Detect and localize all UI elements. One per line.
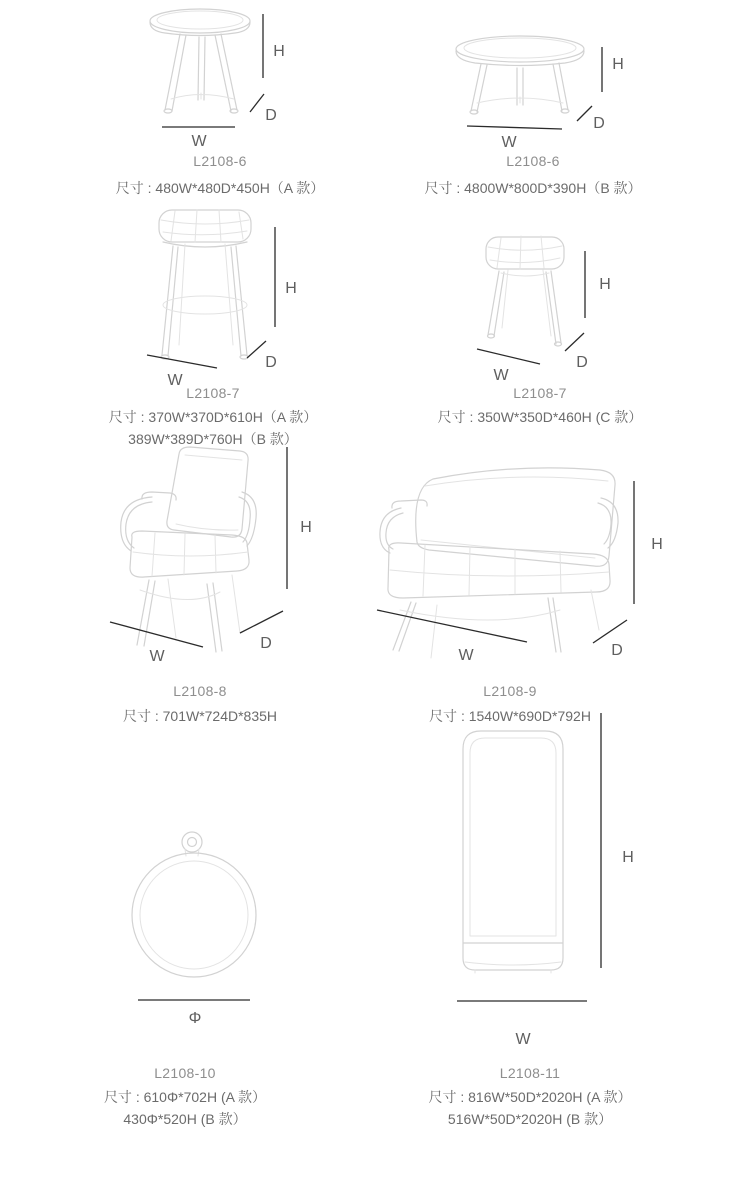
product-panel-loveseat: [380, 440, 663, 730]
product-size-line: 尺寸 : 370W*370D*610H（A 款）: [108, 409, 318, 425]
product-code: L2108-10: [154, 1065, 216, 1081]
height-dim-label: H: [651, 536, 663, 553]
product-code: L2108-7: [186, 385, 240, 401]
product-panel-standing-mirror: [400, 700, 660, 1135]
product-code: L2108-11: [499, 1065, 561, 1081]
product-code: L2108-6: [193, 153, 247, 169]
width-dim-line: [110, 622, 203, 647]
product-size-line: 尺寸 : 1540W*690D*792H: [429, 708, 591, 724]
depth-dim-line: [565, 333, 584, 351]
armchair-sketch: [100, 440, 315, 665]
product-size-line: 尺寸 : 480W*480D*450H（A 款）: [115, 180, 325, 196]
width-dim-label: W: [167, 372, 183, 389]
coffee-table-sketch: [425, 5, 655, 155]
product-panel-low-stool: [415, 200, 665, 450]
product-panel-round-mirror: [60, 815, 310, 1135]
depth-dim-line: [250, 94, 264, 112]
low-stool-sketch: [455, 215, 625, 384]
product-size-line: 尺寸 : 610Φ*702H (A 款）: [103, 1089, 267, 1105]
depth-dim-label: D: [260, 635, 272, 652]
depth-dim-label: D: [593, 115, 605, 132]
diameter-dim-label: Φ: [188, 1010, 202, 1027]
height-dim-label: H: [285, 280, 297, 297]
bar-stool-sketch: [135, 205, 315, 390]
product-size-line: 尺寸 : 350W*350D*460H (C 款）: [437, 409, 643, 425]
loveseat-sketch: [365, 440, 670, 670]
width-dim-label: W: [191, 133, 207, 150]
width-dim-label: W: [458, 647, 474, 664]
width-dim-label: W: [493, 367, 509, 384]
height-dim-label: H: [599, 276, 611, 293]
product-panel-armchair: [75, 440, 325, 730]
height-dim-label: H: [612, 56, 624, 73]
depth-dim-label: D: [576, 354, 588, 371]
depth-dim-line: [577, 106, 592, 121]
standing-mirror-sketch: [445, 700, 645, 1050]
width-dim-label: W: [515, 1031, 531, 1048]
product-code: L2108-7: [513, 385, 567, 401]
product-size-line: 尺寸 : 701W*724D*835H: [122, 708, 278, 724]
height-dim-label: H: [273, 43, 285, 60]
width-dim-line: [377, 610, 527, 642]
depth-dim-label: D: [265, 354, 277, 371]
width-dim-line: [147, 355, 217, 368]
product-size-line: 430Φ*520H (B 款）: [123, 1111, 247, 1127]
width-dim-line: [467, 126, 562, 129]
product-code: L2108-8: [173, 683, 227, 699]
height-dim-label: H: [300, 519, 312, 536]
depth-dim-line: [240, 611, 283, 633]
product-code: L2108-9: [483, 683, 537, 699]
round-mirror-sketch: [125, 815, 275, 1030]
product-size-line: 尺寸 : 4800W*800D*390H（B 款）: [424, 180, 642, 196]
depth-dim-label: D: [265, 107, 277, 124]
width-dim-label: W: [501, 134, 517, 151]
product-panel-bar-stool: [88, 200, 338, 450]
width-dim-line: [477, 349, 540, 364]
product-size-line: 389W*389D*760H（B 款）: [128, 431, 298, 447]
product-code: L2108-6: [506, 153, 560, 169]
height-dim-label: H: [622, 849, 634, 866]
product-panel-side-table: [95, 0, 345, 205]
side-table-sketch: [95, 0, 305, 150]
depth-dim-line: [247, 341, 266, 358]
width-dim-label: W: [149, 648, 165, 665]
product-size-line: 尺寸 : 816W*50D*2020H (A 款）: [428, 1089, 632, 1105]
product-panel-coffee-table: [408, 0, 658, 205]
depth-dim-label: D: [611, 642, 623, 659]
product-size-line: 516W*50D*2020H (B 款）: [447, 1111, 613, 1127]
